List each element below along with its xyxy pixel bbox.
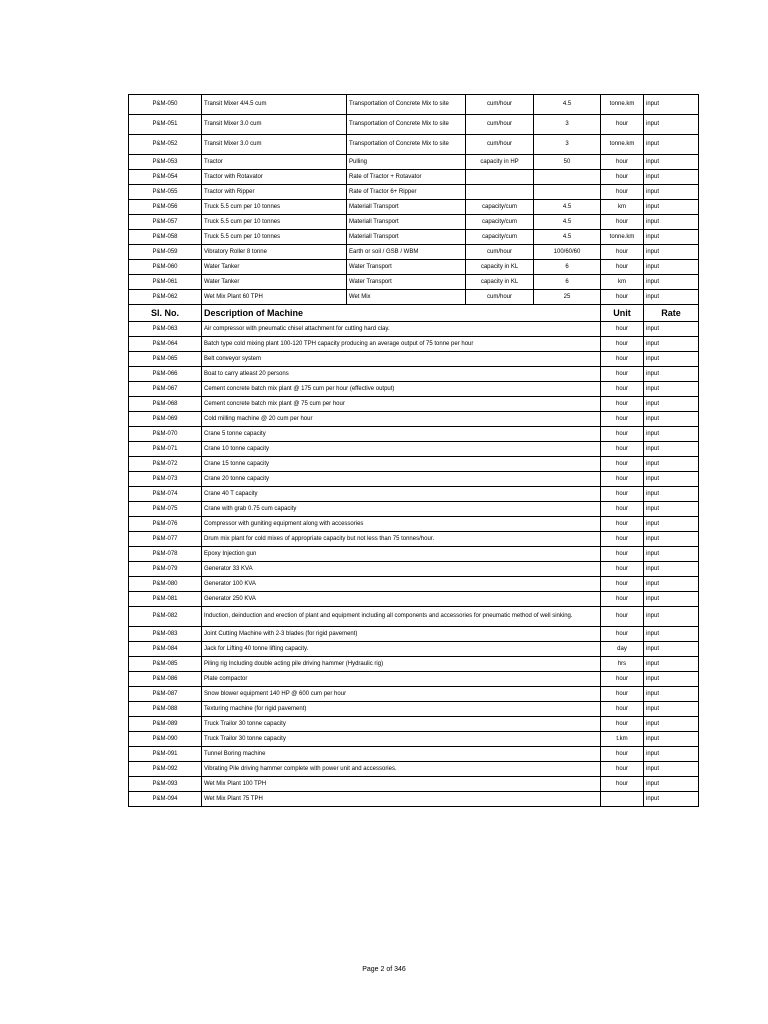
rate-unit: hour bbox=[601, 702, 644, 717]
machine-code: P&M-051 bbox=[129, 115, 202, 135]
machine-code: P&M-055 bbox=[129, 185, 202, 200]
machinery-rate-table bbox=[128, 94, 699, 807]
table-row bbox=[129, 397, 699, 412]
machine-purpose: Water Transport bbox=[347, 260, 466, 275]
machine-name: Transit Mixer 3.0 cum bbox=[202, 115, 347, 135]
rate-unit: hour bbox=[601, 457, 644, 472]
machine-code: P&M-054 bbox=[129, 170, 202, 185]
rate-unit: hour bbox=[601, 502, 644, 517]
rate-value: input bbox=[644, 155, 699, 170]
table-row bbox=[129, 427, 699, 442]
capacity-value: 4.5 bbox=[534, 215, 601, 230]
machine-code: P&M-064 bbox=[129, 337, 202, 352]
table-row bbox=[129, 155, 699, 170]
table-row bbox=[129, 627, 699, 642]
rate-unit: hour bbox=[601, 352, 644, 367]
machine-code: P&M-075 bbox=[129, 502, 202, 517]
table-row bbox=[129, 215, 699, 230]
rate-unit: hour bbox=[601, 427, 644, 442]
capacity-value: 4.5 bbox=[534, 95, 601, 115]
machine-code: P&M-070 bbox=[129, 427, 202, 442]
machine-purpose: Transportation of Concrete Mix to site bbox=[347, 115, 466, 135]
machine-purpose: Rate of Tractor 6+ Ripper bbox=[347, 185, 466, 200]
machine-name: Tractor bbox=[202, 155, 347, 170]
machine-code: P&M-090 bbox=[129, 732, 202, 747]
machine-description: Crane 5 tonne capacity bbox=[202, 427, 601, 442]
machine-code: P&M-093 bbox=[129, 777, 202, 792]
table-row bbox=[129, 290, 699, 305]
machine-description: Boat to carry atleast 20 persons bbox=[202, 367, 601, 382]
machine-purpose: Wet Mix bbox=[347, 290, 466, 305]
machine-code: P&M-078 bbox=[129, 547, 202, 562]
machine-description: Piling rig Including double acting pile driving hammer (Hydraulic rig) bbox=[202, 657, 601, 672]
machine-name: Tractor with Rotavator bbox=[202, 170, 347, 185]
machine-code: P&M-092 bbox=[129, 762, 202, 777]
table-row bbox=[129, 487, 699, 502]
rate-value: input bbox=[644, 245, 699, 260]
table-row bbox=[129, 185, 699, 200]
rate-unit: hour bbox=[601, 672, 644, 687]
machine-purpose: Water Transport bbox=[347, 275, 466, 290]
machine-code: P&M-069 bbox=[129, 412, 202, 427]
machine-code: P&M-079 bbox=[129, 562, 202, 577]
machine-description: Vibrating Pile driving hammer complete with power unit and accessories. bbox=[202, 762, 601, 777]
rate-unit: hour bbox=[601, 577, 644, 592]
machine-description: Crane with grab 0.75 cum capacity bbox=[202, 502, 601, 517]
rate-value: input bbox=[644, 732, 699, 747]
machine-name: Vibratory Roller 8 tonne bbox=[202, 245, 347, 260]
capacity-measure bbox=[466, 185, 534, 200]
rate-unit: km bbox=[601, 275, 644, 290]
table-row bbox=[129, 547, 699, 562]
machine-description: Generator 100 KVA bbox=[202, 577, 601, 592]
capacity-measure: capacity/cum bbox=[466, 200, 534, 215]
machine-code: P&M-068 bbox=[129, 397, 202, 412]
machine-code: P&M-058 bbox=[129, 230, 202, 245]
machine-description: Tunnel Boring machine bbox=[202, 747, 601, 762]
machine-description: Cement concrete batch mix plant @ 175 cum per hour (effective output) bbox=[202, 382, 601, 397]
machine-purpose: Rate of Tractor + Rotavator bbox=[347, 170, 466, 185]
rate-value: input bbox=[644, 607, 699, 627]
rate-unit: hour bbox=[601, 532, 644, 547]
capacity-value: 4.5 bbox=[534, 230, 601, 245]
machine-code: P&M-060 bbox=[129, 260, 202, 275]
rate-unit: hour bbox=[601, 397, 644, 412]
rate-value: input bbox=[644, 792, 699, 807]
machine-name: Tractor with Ripper bbox=[202, 185, 347, 200]
rate-value: input bbox=[644, 185, 699, 200]
capacity-measure: capacity/cum bbox=[466, 215, 534, 230]
rate-value: input bbox=[644, 532, 699, 547]
capacity-value: 6 bbox=[534, 260, 601, 275]
machine-code: P&M-076 bbox=[129, 517, 202, 532]
machine-rows-with-capacity bbox=[129, 95, 699, 305]
table-row bbox=[129, 457, 699, 472]
machine-description: Generator 33 KVA bbox=[202, 562, 601, 577]
table-row bbox=[129, 777, 699, 792]
table-row bbox=[129, 472, 699, 487]
rate-value: input bbox=[644, 672, 699, 687]
machine-purpose: Transportation of Concrete Mix to site bbox=[347, 95, 466, 115]
capacity-measure: cum/hour bbox=[466, 95, 534, 115]
rate-unit: hour bbox=[601, 442, 644, 457]
capacity-measure: cum/hour bbox=[466, 245, 534, 260]
table-row bbox=[129, 352, 699, 367]
machine-code: P&M-080 bbox=[129, 577, 202, 592]
machine-purpose: Transportation of Concrete Mix to site bbox=[347, 135, 466, 155]
machine-description: Crane 15 tonne capacity bbox=[202, 457, 601, 472]
rate-value: input bbox=[644, 230, 699, 245]
rate-value: input bbox=[644, 702, 699, 717]
machine-purpose: Earth or soil / GSB / WBM bbox=[347, 245, 466, 260]
rate-unit: tonne.km bbox=[601, 135, 644, 155]
rate-value: input bbox=[644, 337, 699, 352]
rate-unit: hour bbox=[601, 245, 644, 260]
table-row bbox=[129, 322, 699, 337]
machine-name: Transit Mixer 3.0 cum bbox=[202, 135, 347, 155]
machine-code: P&M-083 bbox=[129, 627, 202, 642]
rate-value: input bbox=[644, 322, 699, 337]
machine-description: Air compressor with pneumatic chisel attachment for cutting hard clay. bbox=[202, 322, 601, 337]
capacity-value: 3 bbox=[534, 135, 601, 155]
table-row bbox=[129, 732, 699, 747]
machine-description: Compressor with guniting equipment along with accessories bbox=[202, 517, 601, 532]
machine-code: P&M-088 bbox=[129, 702, 202, 717]
machine-description: Cold milling machine @ 20 cum per hour bbox=[202, 412, 601, 427]
rate-unit: hour bbox=[601, 412, 644, 427]
machine-name: Water Tanker bbox=[202, 260, 347, 275]
machine-code: P&M-077 bbox=[129, 532, 202, 547]
machine-code: P&M-091 bbox=[129, 747, 202, 762]
rate-unit: hour bbox=[601, 487, 644, 502]
machine-name: Truck 5.5 cum per 10 tonnes bbox=[202, 200, 347, 215]
capacity-value: 25 bbox=[534, 290, 601, 305]
capacity-measure: cum/hour bbox=[466, 290, 534, 305]
capacity-value: 50 bbox=[534, 155, 601, 170]
table-row bbox=[129, 562, 699, 577]
rate-unit: hour bbox=[601, 185, 644, 200]
capacity-measure: cum/hour bbox=[466, 115, 534, 135]
rate-value: input bbox=[644, 115, 699, 135]
rate-unit: hour bbox=[601, 717, 644, 732]
machine-purpose: Materiall Transport bbox=[347, 215, 466, 230]
machine-name: Water Tanker bbox=[202, 275, 347, 290]
table-row bbox=[129, 170, 699, 185]
rate-value: input bbox=[644, 275, 699, 290]
table-row bbox=[129, 672, 699, 687]
rate-value: input bbox=[644, 382, 699, 397]
rate-value: input bbox=[644, 215, 699, 230]
machine-code: P&M-087 bbox=[129, 687, 202, 702]
machine-name: Wet Mix Plant 60 TPH bbox=[202, 290, 347, 305]
rate-value: input bbox=[644, 170, 699, 185]
header-sl-no: Sl. No. bbox=[129, 305, 202, 322]
rate-value: input bbox=[644, 260, 699, 275]
rate-value: input bbox=[644, 472, 699, 487]
table-row bbox=[129, 657, 699, 672]
machine-description: Batch type cold mixing plant 100-120 TPH capacity producing an average output of 75 tonne per hour bbox=[202, 337, 601, 352]
table-row bbox=[129, 260, 699, 275]
rate-unit: hour bbox=[601, 687, 644, 702]
table-section-header bbox=[129, 305, 699, 322]
table-row bbox=[129, 517, 699, 532]
machine-rows bbox=[129, 322, 699, 807]
capacity-value: 4.5 bbox=[534, 200, 601, 215]
rate-value: input bbox=[644, 200, 699, 215]
machine-name: Truck 5.5 cum per 10 tonnes bbox=[202, 215, 347, 230]
table-row bbox=[129, 275, 699, 290]
machine-code: P&M-053 bbox=[129, 155, 202, 170]
machine-description: Snow blower equipment 140 HP @ 600 cum per hour bbox=[202, 687, 601, 702]
machine-description: Crane 40 T capacity bbox=[202, 487, 601, 502]
rate-value: input bbox=[644, 657, 699, 672]
rate-value: input bbox=[644, 427, 699, 442]
rate-value: input bbox=[644, 547, 699, 562]
machine-code: P&M-082 bbox=[129, 607, 202, 627]
rate-unit: hour bbox=[601, 322, 644, 337]
machine-description: Plate compactor bbox=[202, 672, 601, 687]
rate-unit: hour bbox=[601, 115, 644, 135]
header-row bbox=[129, 305, 699, 322]
table-row bbox=[129, 200, 699, 215]
machine-code: P&M-094 bbox=[129, 792, 202, 807]
rate-value: input bbox=[644, 762, 699, 777]
rate-unit: hour bbox=[601, 472, 644, 487]
machine-description: Jack for Lifting 40 tonne lifting capacity. bbox=[202, 642, 601, 657]
machine-description: Joint Cutting Machine with 2-3 blades (for rigid pavement) bbox=[202, 627, 601, 642]
table-row bbox=[129, 230, 699, 245]
capacity-value: 100/60/60 bbox=[534, 245, 601, 260]
rate-value: input bbox=[644, 517, 699, 532]
rate-value: input bbox=[644, 95, 699, 115]
table-row bbox=[129, 642, 699, 657]
rate-unit: tonne.km bbox=[601, 95, 644, 115]
table-row bbox=[129, 762, 699, 777]
machine-code: P&M-050 bbox=[129, 95, 202, 115]
capacity-value: 3 bbox=[534, 115, 601, 135]
machine-description: Belt conveyor system bbox=[202, 352, 601, 367]
table-row bbox=[129, 135, 699, 155]
rate-value: input bbox=[644, 562, 699, 577]
rate-value: input bbox=[644, 747, 699, 762]
rate-unit: hour bbox=[601, 155, 644, 170]
table-row bbox=[129, 577, 699, 592]
machine-code: P&M-081 bbox=[129, 592, 202, 607]
rate-value: input bbox=[644, 135, 699, 155]
machine-name: Truck 5.5 cum per 10 tonnes bbox=[202, 230, 347, 245]
rate-unit: hour bbox=[601, 367, 644, 382]
capacity-value bbox=[534, 170, 601, 185]
rate-value: input bbox=[644, 592, 699, 607]
machine-description: Crane 10 tonne capacity bbox=[202, 442, 601, 457]
header-description: Description of Machine bbox=[202, 305, 601, 322]
machine-code: P&M-084 bbox=[129, 642, 202, 657]
rate-value: input bbox=[644, 487, 699, 502]
table-row bbox=[129, 702, 699, 717]
machine-code: P&M-066 bbox=[129, 367, 202, 382]
machine-code: P&M-085 bbox=[129, 657, 202, 672]
table-row bbox=[129, 592, 699, 607]
rate-unit: hour bbox=[601, 747, 644, 762]
table-row bbox=[129, 412, 699, 427]
rate-unit: hour bbox=[601, 260, 644, 275]
machine-purpose: Pulling bbox=[347, 155, 466, 170]
capacity-value: 6 bbox=[534, 275, 601, 290]
capacity-measure: capacity/cum bbox=[466, 230, 534, 245]
machine-purpose: Materiall Transport bbox=[347, 230, 466, 245]
machine-description: Generator 250 KVA bbox=[202, 592, 601, 607]
table-row bbox=[129, 532, 699, 547]
machine-code: P&M-065 bbox=[129, 352, 202, 367]
machine-code: P&M-056 bbox=[129, 200, 202, 215]
machine-code: P&M-074 bbox=[129, 487, 202, 502]
machine-description: Crane 20 tonne capacity bbox=[202, 472, 601, 487]
rate-unit: tonne.km bbox=[601, 230, 644, 245]
table-row bbox=[129, 607, 699, 627]
machine-description: Cement concrete batch mix plant @ 75 cum per hour bbox=[202, 397, 601, 412]
machine-code: P&M-061 bbox=[129, 275, 202, 290]
machine-code: P&M-089 bbox=[129, 717, 202, 732]
table-row bbox=[129, 792, 699, 807]
machine-description: Truck Trailor 30 tonne capacity bbox=[202, 732, 601, 747]
header-rate: Rate bbox=[644, 305, 699, 322]
machine-description: Induction, deinduction and erection of plant and equipment including all components and accessories for pneumatic method of well sinking. bbox=[202, 607, 601, 627]
rate-unit: hour bbox=[601, 382, 644, 397]
rate-value: input bbox=[644, 687, 699, 702]
table-row bbox=[129, 687, 699, 702]
machine-code: P&M-086 bbox=[129, 672, 202, 687]
rate-value: input bbox=[644, 627, 699, 642]
machine-description: Wet Mix Plant 100 TPH bbox=[202, 777, 601, 792]
rate-unit: hour bbox=[601, 562, 644, 577]
table-row bbox=[129, 442, 699, 457]
rate-unit: hour bbox=[601, 592, 644, 607]
rate-value: input bbox=[644, 502, 699, 517]
table-row bbox=[129, 245, 699, 260]
machine-description: Drum mix plant for cold mixes of appropriate capacity but not less than 75 tonnes/hour. bbox=[202, 532, 601, 547]
rate-value: input bbox=[644, 457, 699, 472]
rate-value: input bbox=[644, 352, 699, 367]
rate-unit: hrs bbox=[601, 657, 644, 672]
table-row bbox=[129, 747, 699, 762]
capacity-measure: capacity in KL bbox=[466, 260, 534, 275]
header-unit: Unit bbox=[601, 305, 644, 322]
rate-value: input bbox=[644, 367, 699, 382]
rate-unit: day bbox=[601, 642, 644, 657]
machine-description: Texturing machine (for rigid pavement) bbox=[202, 702, 601, 717]
table-row bbox=[129, 717, 699, 732]
rate-unit: hour bbox=[601, 170, 644, 185]
machine-code: P&M-059 bbox=[129, 245, 202, 260]
rate-unit: hour bbox=[601, 607, 644, 627]
capacity-value bbox=[534, 185, 601, 200]
rate-value: input bbox=[644, 777, 699, 792]
machine-code: P&M-057 bbox=[129, 215, 202, 230]
machine-description: Truck Trailor 30 tonne capacity bbox=[202, 717, 601, 732]
table-row bbox=[129, 367, 699, 382]
rate-value: input bbox=[644, 397, 699, 412]
rate-value: input bbox=[644, 577, 699, 592]
page-number: Page 2 of 346 bbox=[362, 966, 406, 973]
table-row bbox=[129, 382, 699, 397]
rate-unit: hour bbox=[601, 777, 644, 792]
rate-unit bbox=[601, 792, 644, 807]
machine-purpose: Materiall Transport bbox=[347, 200, 466, 215]
rate-unit: hour bbox=[601, 337, 644, 352]
machine-description: Epoxy Injection gun bbox=[202, 547, 601, 562]
machine-name: Transit Mixer 4/4.5 cum bbox=[202, 95, 347, 115]
capacity-measure: cum/hour bbox=[466, 135, 534, 155]
table-row bbox=[129, 95, 699, 115]
rate-value: input bbox=[644, 290, 699, 305]
rate-unit: hour bbox=[601, 762, 644, 777]
rate-unit: hour bbox=[601, 547, 644, 562]
table-row bbox=[129, 337, 699, 352]
rate-unit: hour bbox=[601, 290, 644, 305]
machine-code: P&M-073 bbox=[129, 472, 202, 487]
machine-description: Wet Mix Plant 75 TPH bbox=[202, 792, 601, 807]
rate-value: input bbox=[644, 642, 699, 657]
machine-code: P&M-071 bbox=[129, 442, 202, 457]
rate-value: input bbox=[644, 442, 699, 457]
table-row bbox=[129, 115, 699, 135]
capacity-measure: capacity in KL bbox=[466, 275, 534, 290]
rate-unit: km bbox=[601, 200, 644, 215]
machine-code: P&M-063 bbox=[129, 322, 202, 337]
capacity-measure: capacity in HP bbox=[466, 155, 534, 170]
rate-value: input bbox=[644, 717, 699, 732]
machine-code: P&M-062 bbox=[129, 290, 202, 305]
machine-code: P&M-052 bbox=[129, 135, 202, 155]
rate-unit: hour bbox=[601, 215, 644, 230]
machine-code: P&M-072 bbox=[129, 457, 202, 472]
rate-value: input bbox=[644, 412, 699, 427]
rate-unit: hour bbox=[601, 517, 644, 532]
capacity-measure bbox=[466, 170, 534, 185]
table-row bbox=[129, 502, 699, 517]
rate-unit: hour bbox=[601, 627, 644, 642]
rate-unit: t.km bbox=[601, 732, 644, 747]
machine-code: P&M-067 bbox=[129, 382, 202, 397]
